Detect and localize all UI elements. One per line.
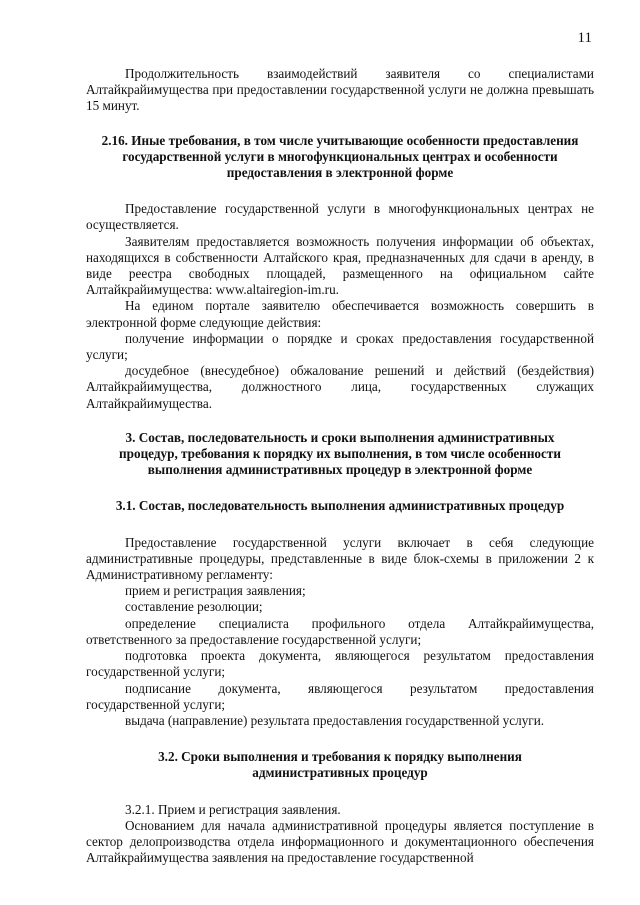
- paragraph-includes: Предоставление государственной услуги включает в себя следующие административные процедуры, представленные в виде блок-схемы в приложении 2 к Административному регламенту:: [86, 534, 594, 583]
- list-item: прием и регистрация заявления;: [125, 583, 306, 599]
- heading-3: 3. Состав, последовательность и сроки выполнения административных процедур, требования к порядку их выполнения, в том числе особенности выполнения административных процедур в электронной форме: [119, 429, 561, 478]
- list-item: определение специалиста профильного отдела Алтайкрайимущества, ответственного за предоставление государственной услуги;: [86, 615, 594, 647]
- paragraph-3-2-1: 3.2.1. Прием и регистрация заявления.: [125, 801, 341, 817]
- paragraph-appeal: досудебное (внесудебное) обжалование решений и действий (бездействия) Алтайкрайимущества, должностного лица, государственных служащих Алтайкрайимущества.: [86, 363, 594, 411]
- paragraph-mfc: Предоставление государственной услуги в многофункциональных центрах не осуществляется.: [86, 201, 594, 233]
- paragraph-receive: получение информации о порядке и сроках предоставления государственной услуги;: [86, 330, 594, 363]
- paragraph-duration: Продолжительность взаимодействий заявителя со специалистами Алтайкрайимущества при предоставлении государственной услуги не должна превышать 15 минут.: [86, 66, 594, 114]
- heading-2-16: 2.16. Иные требования, в том числе учитывающие особенности предоставления государственной услуги в многофункциональных центрах и особенности предоставления в электронной форме: [101, 132, 579, 181]
- heading-3-1: 3.1. Состав, последовательность выполнения административных процедур: [115, 498, 565, 514]
- paragraph-basis: Основанием для начала административной процедуры является поступление в сектор делопроизводства отдела информационного и документационного обеспечения Алтайкрайимущества заявления на предоставление государственной: [86, 817, 594, 866]
- list-item: подготовка проекта документа, являющегося результатом предоставления государственной услуги;: [86, 648, 594, 680]
- list-item: составление резолюции;: [125, 599, 263, 615]
- paragraph-portal: На едином портале заявителю обеспечивается возможность совершить в электронной форме следующие действия:: [86, 298, 594, 330]
- paragraph-info: Заявителям предоставляется возможность получения информации об объектах, находящихся в собственности Алтайского края, предназначенных для сдачи в аренду, в виде реестра свободных площадей, размещенного на официальном сайте Алтайкрайимущества: www.altairegion-im.ru.: [86, 233, 594, 298]
- list-item: подписание документа, являющегося результатом предоставления государственной услуги;: [86, 680, 594, 712]
- page-content: [86, 66, 594, 866]
- list-item: выдача (направление) результата предоставления государственной услуги.: [125, 712, 545, 728]
- page-number: 11: [577, 30, 592, 46]
- heading-3-2: 3.2. Сроки выполнения и требования к порядку выполнения административных процедур: [158, 749, 522, 781]
